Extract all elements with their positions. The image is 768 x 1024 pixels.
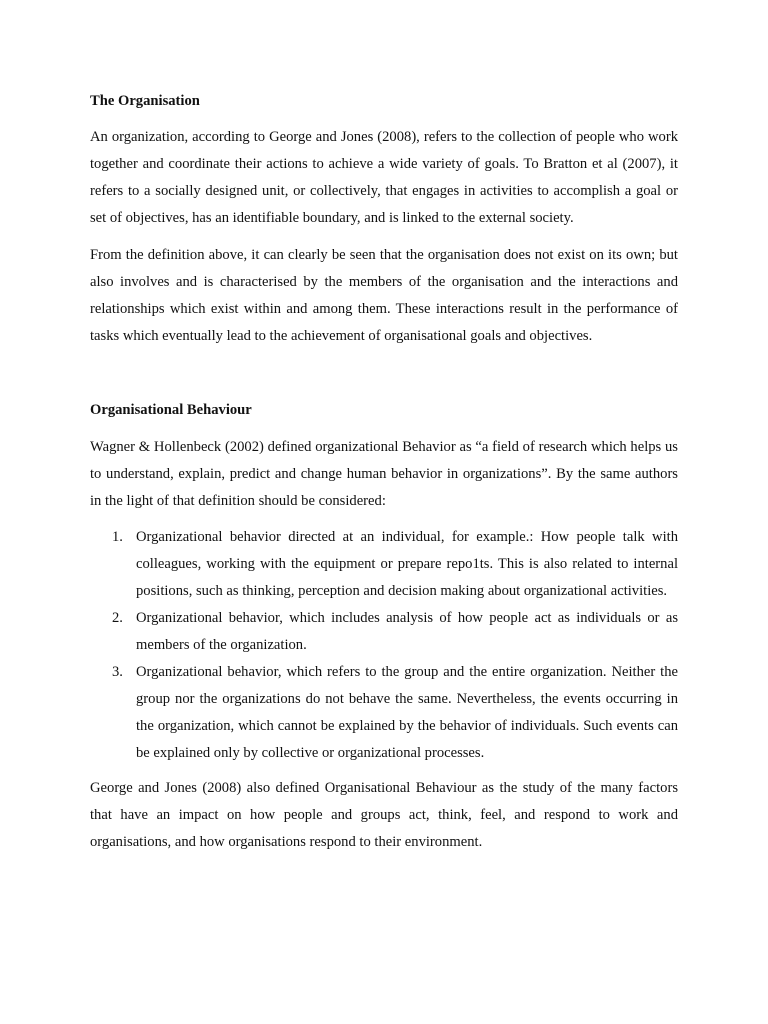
list-number: 2. — [112, 610, 123, 626]
organisation-paragraph-1: An organization, according to George and Jones (2008), refers to the collection of people who work together and coordinate their actions to achieve a wide variety of goals. To Bratton et al (2007), it refers to a socially designed unit, or collectively, that engages in activities to accomplish a goal or set of objectives, has an identifiable boundary, and is linked to the external society. — [90, 129, 678, 226]
list-item — [90, 659, 678, 767]
behaviour-paragraph-2: George and Jones (2008) also defined Organisational Behaviour as the study of the many factors that have an impact on how people and groups act, think, feel, and respond to work and organisations, and how organisations respond to their environment. — [90, 780, 678, 850]
organisation-paragraph-2: From the definition above, it can clearly be seen that the organisation does not exist on its own; but also involves and is characterised by the members of the organisation and the interactions and relationships which exist within and among them. These interactions result in the performance of tasks which eventually lead to the achievement of organisational goals and objectives. — [90, 247, 678, 344]
list-number: 1. — [112, 529, 123, 545]
list-item-text: Organizational behavior, which includes analysis of how people act as individuals or as members of the organization. — [136, 610, 678, 653]
list-item-text: Organizational behavior directed at an individual, for example.: How people talk with colleagues, working with the equipment or prepare repo1ts. This is also related to internal positions, such as thinking, perception and decision making about organizational activities. — [136, 529, 678, 599]
behaviour-paragraph-1: Wagner & Hollenbeck (2002) defined organizational Behavior as “a field of research which helps us to understand, explain, predict and change human behavior in organizations”. By the same authors in the light of that definition should be considered: — [90, 439, 678, 509]
list-item — [90, 524, 678, 605]
section-heading-behaviour: Organisational Behaviour — [90, 402, 252, 418]
list-item — [90, 605, 678, 659]
list-number: 3. — [112, 664, 123, 680]
list-item-text: Organizational behavior, which refers to the group and the entire organization. Neither the group nor the organizations do not behave the same. Nevertheless, the events occurring in the organization, which cannot be explained by the behavior of individuals. Such events can be explained only by collective or organizational processes. — [136, 664, 678, 761]
section-heading-organisation: The Organisation — [90, 93, 200, 109]
numbered-list — [90, 524, 678, 767]
